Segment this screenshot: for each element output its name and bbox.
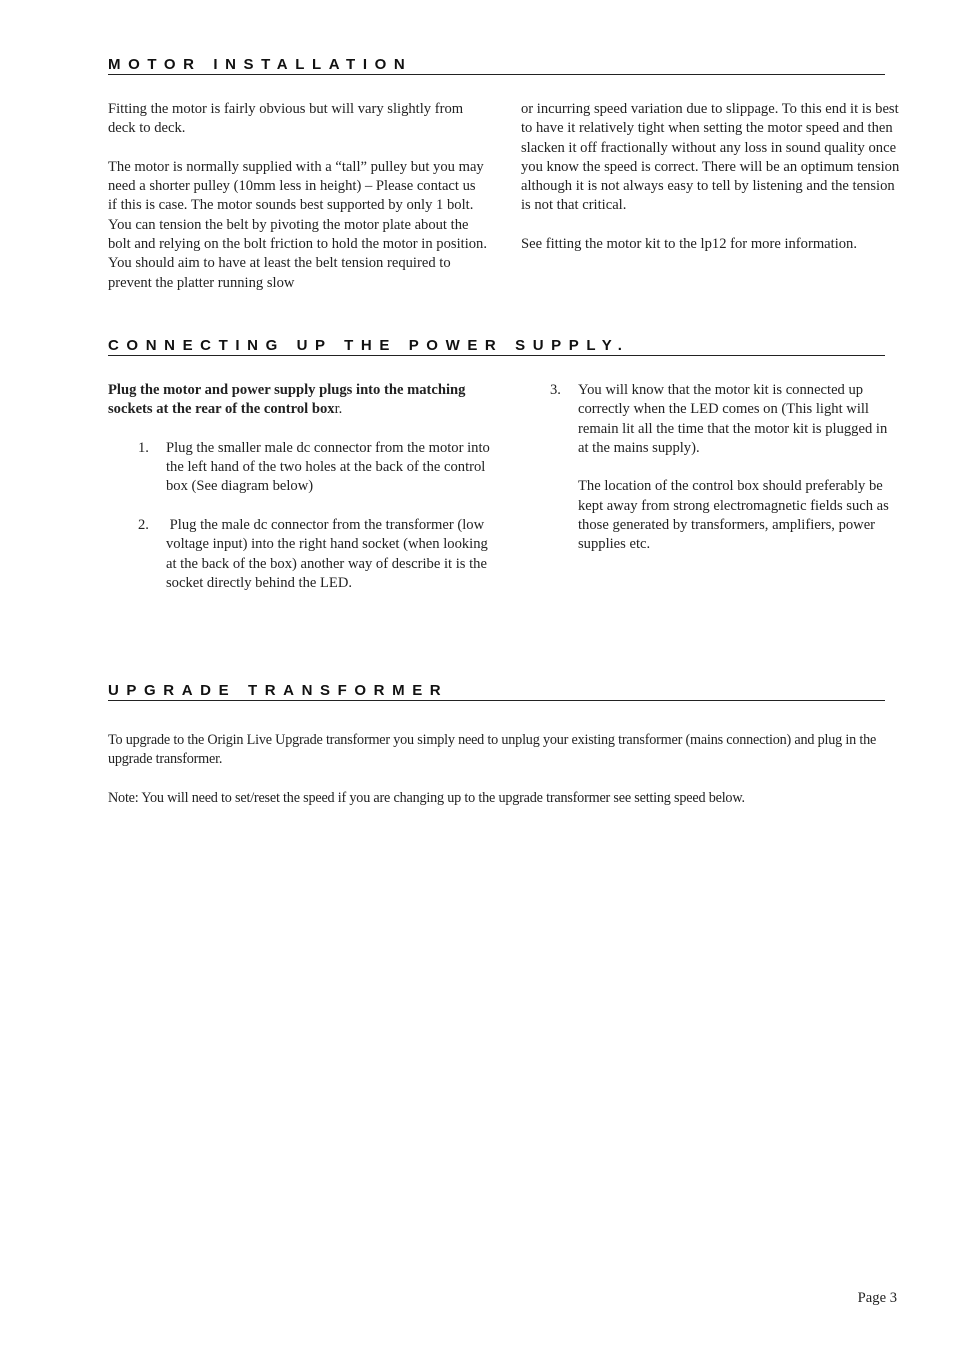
motor-installation-heading: MOTOR INSTALLATION — [108, 56, 885, 75]
list-subtext-3: The location of the control box should preferably be kept away from strong electromagnetic fields such as those generated by transformers, amplifiers, power supplies etc. — [578, 478, 889, 553]
page-number: Page 3 — [857, 1290, 897, 1306]
upgrade-transformer-heading: UPGRADE TRANSFORMER — [108, 682, 885, 701]
upgrade-paragraph-1: To upgrade to the Origin Live Upgrade transformer you simply need to unplug your existing transformer (mains connection) and plug in the upgrade transformer. — [108, 732, 877, 768]
list-item-1 — [108, 439, 492, 497]
power-intro — [108, 381, 492, 420]
motor-paragraph-3: or incurring speed variation due to slippage. To this end it is best to have it relatively tight when setting the motor speed and then slacken it off fractionally without any loss in sound quality once you know the speed is correct. There will be an optimum tension although it is not always easy to tell by listening and the tension is not that critical. — [521, 101, 900, 214]
list-text-2: Plug the male dc connector from the transformer (low voltage input) into the right hand socket (when looking at the back of the box) another way of describe it is the socket directly behind the LED. — [166, 517, 492, 591]
upgrade-paragraph-2: Note: You will need to set/reset the speed if you are changing up to the upgrade transformer see setting speed below. — [108, 789, 745, 806]
power-supply-heading: CONNECTING UP THE POWER SUPPLY. — [108, 337, 885, 356]
power-intro-tail: r. — [334, 401, 343, 418]
list-number-3: 3. — [550, 382, 561, 398]
power-intro-bold: Plug the motor and power supply plugs into the matching sockets at the rear of the control box — [108, 382, 466, 418]
motor-right-column — [521, 100, 903, 254]
power-left-column — [108, 381, 492, 593]
list-item-3 — [520, 381, 900, 555]
list-item-2 — [108, 516, 492, 593]
motor-left-column — [108, 100, 488, 293]
list-text-1: Plug the smaller male dc connector from the motor into the left hand of the two holes at the back of the control box (See diagram below) — [166, 439, 490, 495]
motor-paragraph-1: Fitting the motor is fairly obvious but will vary slightly from deck to deck. — [108, 101, 464, 137]
motor-paragraph-2: The motor is normally supplied with a “tall” pulley but you may need a shorter pulley (10mm less in height) – Please contact us if this is case. The motor sounds best supported by only 1 bolt. You can tension the belt by pivoting the motor plate about the bolt and relying on the bolt friction to hold the motor in position. You should aim to have at least the belt tension required to prevent the platter running slow — [108, 158, 487, 291]
list-number-2: 2. — [138, 517, 149, 534]
list-number-1: 1. — [138, 439, 149, 456]
upgrade-column — [108, 731, 898, 808]
power-right-column — [520, 381, 900, 555]
motor-paragraph-4: See fitting the motor kit to the lp12 for more information. — [521, 236, 857, 253]
list-text-3: You will know that the motor kit is connected up correctly when the LED comes on (This light will remain lit all the time that the motor kit is plugged in at the mains supply). — [578, 382, 888, 456]
